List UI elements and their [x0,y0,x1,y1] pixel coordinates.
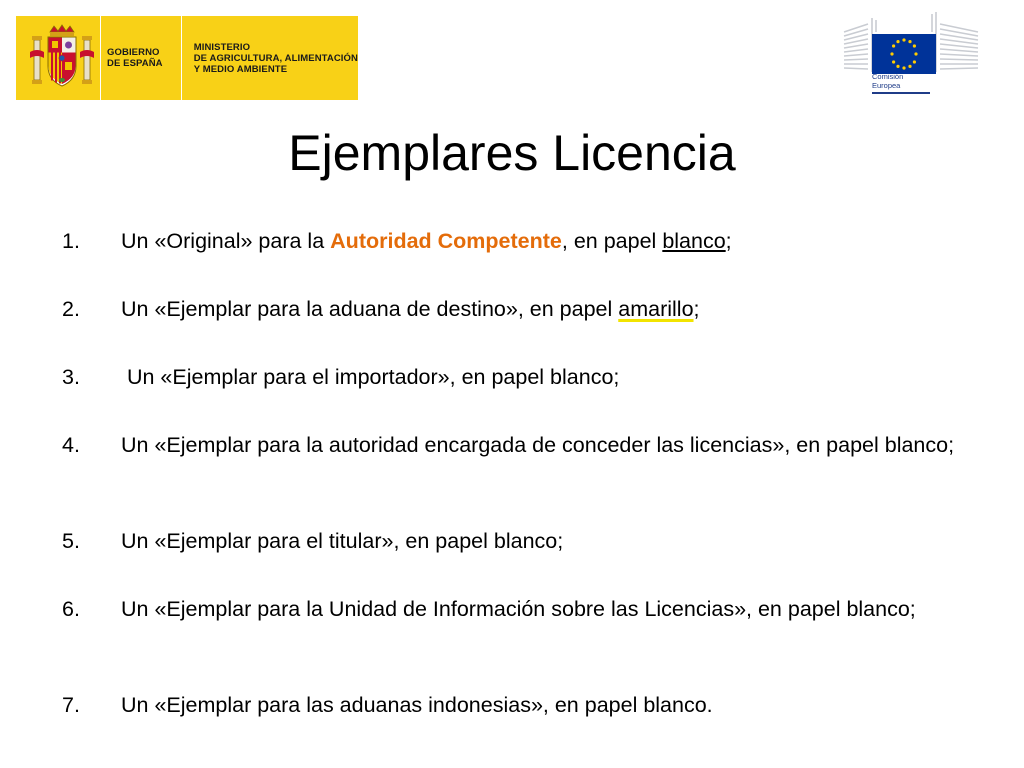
comision-europea-label: Comisión Europea [872,72,904,90]
item-text: Un «Ejemplar para el importador», en papel blanco; [121,365,620,389]
ec-logo-underline [872,92,930,94]
item-number: 4. [62,433,80,457]
european-commission-logo [842,10,982,100]
ministerio-text: MINISTERIO DE AGRICULTURA, ALIMENTACIÓN Y MEDIO AMBIENTE [193,41,358,75]
list-item [62,364,972,391]
item-text: Un «Ejemplar para la Unidad de Información sobre las Licencias», en papel blanco; [121,597,916,621]
list-item [62,228,972,255]
item-text: Un «Original» para la Autoridad Competente, en papel blanco; [121,229,732,253]
slide-title: Ejemplares Licencia [288,125,736,181]
blanco-underlined: blanco [662,229,726,253]
autoridad-competente-highlight: Autoridad Competente [330,229,562,253]
item-text: Un «Ejemplar para el titular», en papel blanco; [121,529,564,553]
item-number: 7. [62,693,80,717]
item-number: 1. [62,229,80,253]
item-text: Un «Ejemplar para la aduana de destino», en papel amarillo; [121,297,700,321]
item-number: 6. [62,597,80,621]
coat-of-arms-icon [24,22,100,94]
amarillo-underlined: amarillo [618,297,694,321]
item-text: Un «Ejemplar para las aduanas indonesias», en papel blanco. [121,693,713,717]
item-number: 3. [62,365,80,389]
gobierno-espana-logo [16,16,358,100]
list-item [62,296,972,323]
list-item [62,692,972,719]
item-text: Un «Ejemplar para la autoridad encargada de conceder las licencias», en papel blanco; [121,433,955,457]
item-number: 5. [62,529,80,553]
gobierno-espana-text: GOBIERNO DE ESPAÑA [107,47,163,69]
item-number: 2. [62,297,80,321]
list-item [62,432,972,459]
list-item [62,528,972,555]
list-item [62,596,972,623]
